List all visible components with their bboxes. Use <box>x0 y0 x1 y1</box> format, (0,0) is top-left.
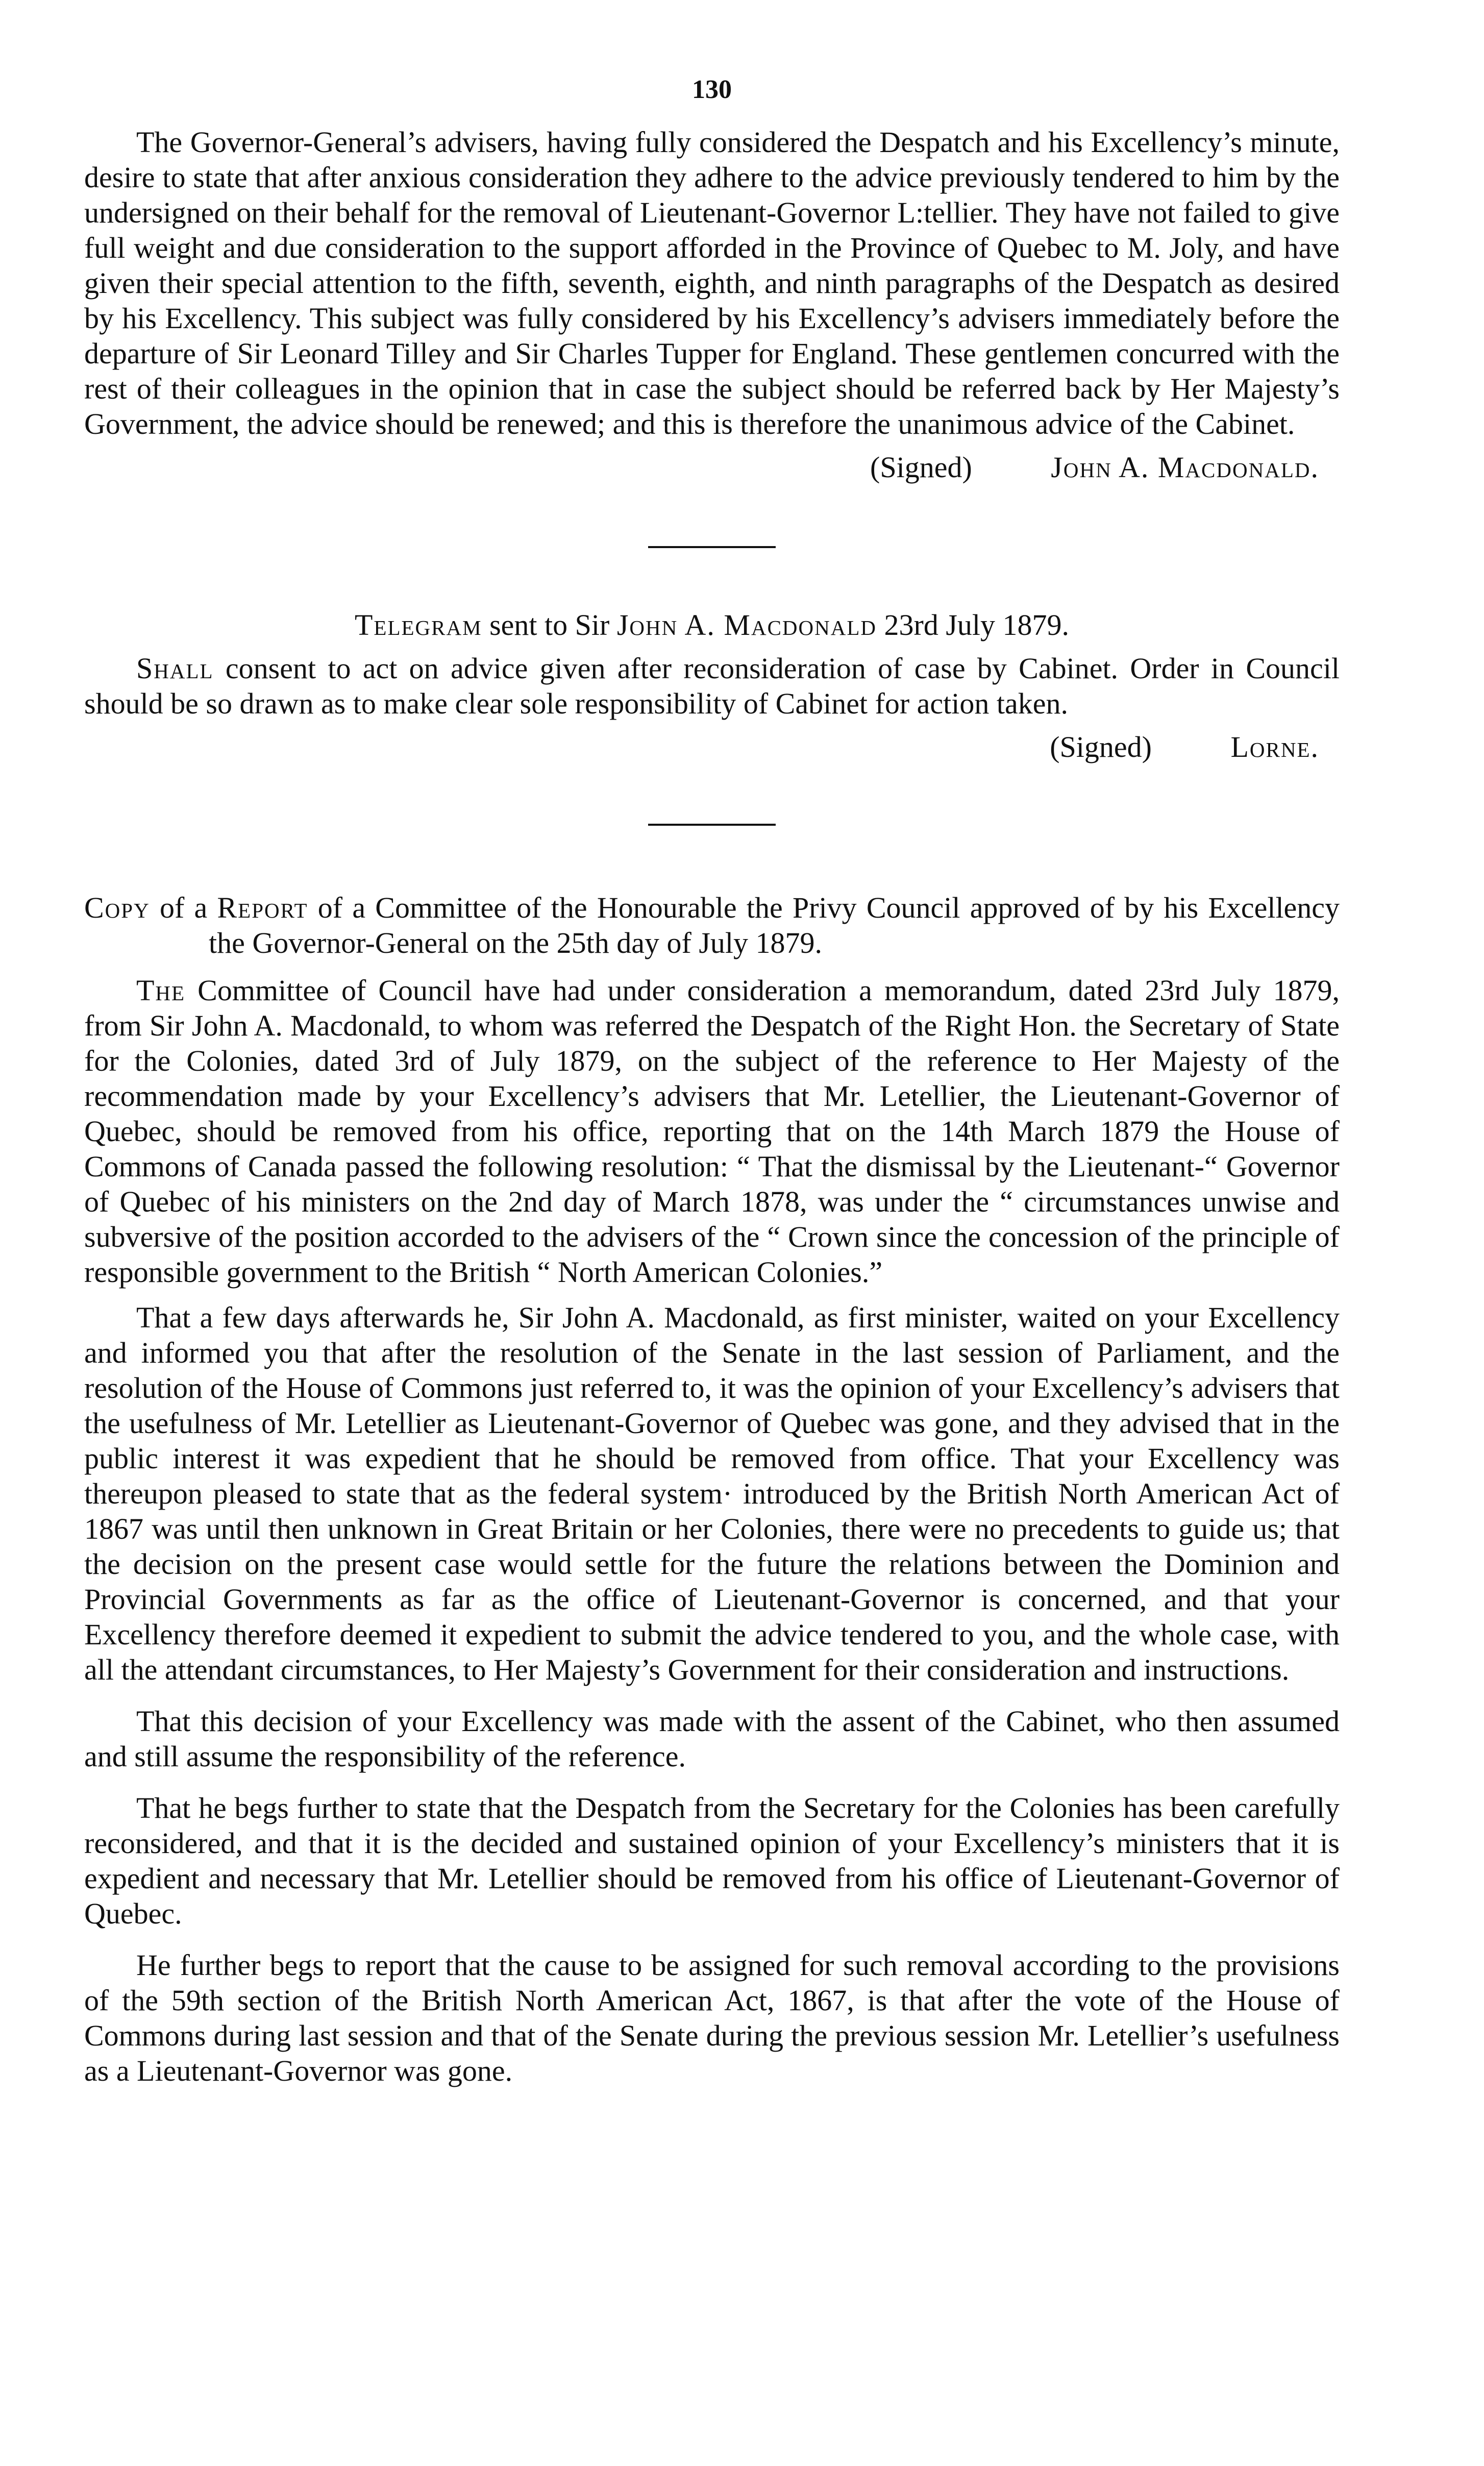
telegram-body <box>84 651 1340 721</box>
report-lead-word: The <box>136 974 186 1007</box>
telegram-heading-date: 23rd July 1879. <box>884 608 1070 642</box>
report-paragraph-1-text: Committee of Council have had under consideration a memorandum, dated 23rd July 1879, from Sir John A. Macdonald, to whom was referred the Despatch of the Right Hon. the Secretary of State for the Colonies, dated 3rd of July 1879, on the subject of the reference to Her Majesty of the recommendation made by your Excellency’s advisers that Mr. Letellier, the Lieutenant-Governor of Quebec, should be removed from his office, reporting that on the 14th March 1879 the House of Commons of Canada passed the following resolution: “ That the dismissal by the Lieutenant-“ Governor of Quebec of his ministers on the 2nd day of March 1878, was under the “ circumstances unwise and subversive of the position accorded to the advisers of the “ Crown since the concession of the principle of responsible government to the British “ North American Colonies.” <box>84 974 1340 1289</box>
section-divider <box>648 824 776 826</box>
report-heading-rest: of a Committee of the Honourable the Privy Council approved of by his Excellency the Governor-General on the 25th day of July 1879. <box>209 891 1340 959</box>
page-number: 130 <box>692 75 732 104</box>
telegram-heading <box>84 607 1340 643</box>
report-paragraph-4: That he begs further to state that the Despatch from the Secretary for the Colonies has been carefully reconsidered, and that it is the decided and sustained opinion of your Excellency’s ministers that it is expedient and necessary that Mr. Letellier should be removed from his office of Lieutenant-Governor of Quebec. <box>84 1791 1340 1930</box>
report-heading-copy: Copy <box>84 891 150 924</box>
telegram-heading-lead: Telegram <box>354 608 482 642</box>
telegram-signed-label: (Signed) <box>1050 730 1152 763</box>
advisers-paragraph: The Governor-General’s advisers, having fully considered the Despatch and his Excellency’s minute, desire to state that after anxious consideration they adhere to the advice previously tendered to him by the undersigned on their behalf for the removal of Lieutenant-Governor L:tellier. They have not failed to give full weight and due consideration to the support afforded in the Province of Quebec to M. Joly, and have given their special attention to the fifth, seventh, eighth, and ninth paragraphs of the Despatch as desired by his Excellency. This subject was fully considered by his Excellency’s advisers immediately before the departure of Sir Leonard Tilley and Sir Charles Tupper for England. These gentlemen concurred with the rest of their colleagues in the opinion that in case the subject should be referred back by Her Majesty’s Government, the advice should be renewed; and this is therefore the unanimous advice of the Cabinet. <box>84 126 1340 440</box>
signatory-name: John A. Macdonald. <box>1051 451 1319 484</box>
report-paragraph-5: He further begs to report that the cause to be assigned for such removal according to the provisions of the 59th section of the British North American Act, 1867, is that after the vote of the House of Commons during last session and that of the Senate during the previous session Mr. Letellier’s usefulness as a Lieutenant-Governor was gone. <box>84 1949 1340 2087</box>
report-paragraph-3: That this decision of your Excellency was made with the assent of the Cabinet, who then assumed and still assume the responsibility of the reference. <box>84 1705 1340 1773</box>
telegram-heading-name: John A. Macdonald <box>616 608 877 642</box>
report-heading-of-a: of a <box>159 891 208 924</box>
telegram-heading-sent: sent to Sir <box>489 608 610 642</box>
section-divider <box>648 546 776 548</box>
signature-line <box>84 450 1319 485</box>
report-paragraph-2: That a few days afterwards he, Sir John A. Macdonald, as first minister, waited on your Excellency and informed you that after the resolution of the Senate in the last session of Parliament, and the resolution of the House of Commons just referred to, it was the opinion of your Excellency’s advisers that the usefulness of Mr. Letellier as Lieutenant-Governor of Quebec was gone, and they advised that in the public interest it was expedient that he should be removed from office. That your Excellency was thereupon pleased to state that as the federal system· introduced by the British North American Act of 1867 was until then unknown in Great Britain or her Colonies, there were no precedents to guide us; that the decision on the present case would settle for the future the relations between the Dominion and Provincial Governments as far as the office of Lieutenant-Governor is concerned, and that your Excellency therefore deemed it expedient to submit the advice tendered to you, and the whole case, with all the attendant circumstances, to Her Majesty’s Government for their consideration and instructions. <box>84 1301 1340 1686</box>
telegram-text: consent to act on advice given after reconsideration of case by Cabinet. Order in Council should be so drawn as to make clear sole responsibility of Cabinet for action taken. <box>84 652 1340 720</box>
report-paragraph-1 <box>84 973 1340 1290</box>
report-heading-report: Report <box>217 891 308 924</box>
telegram-lead-word: Shall <box>136 652 214 685</box>
signed-label: (Signed) <box>870 451 972 484</box>
document-page <box>84 77 1340 2088</box>
telegram-signatory: Lorne. <box>1230 730 1319 763</box>
telegram-signature-line <box>84 729 1319 765</box>
report-heading <box>84 890 1340 960</box>
